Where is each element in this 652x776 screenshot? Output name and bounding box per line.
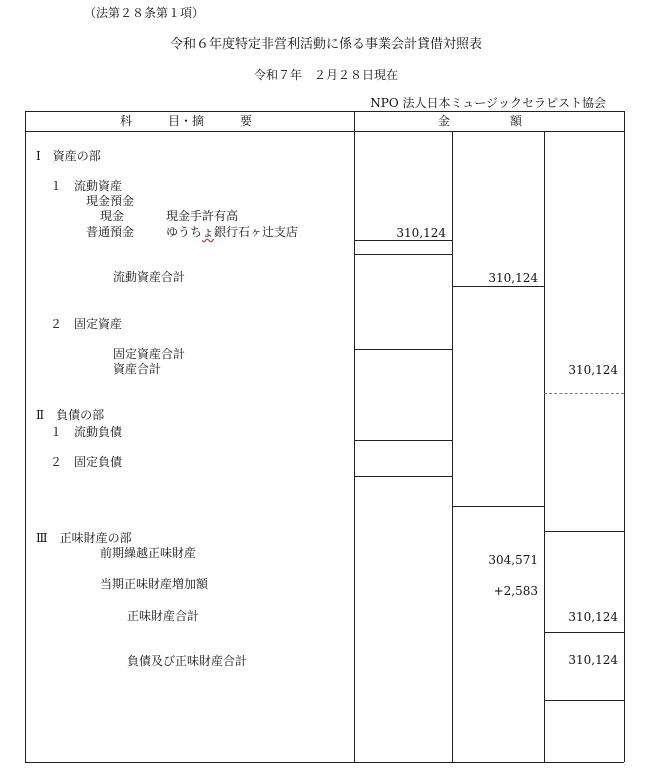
prior-net-assets-amount: 304,571 [488,553,538,567]
spellcheck-mark: ょ [202,225,215,239]
amount-col1-divider [452,131,453,762]
current-liabilities-label: １ 流動負債 [50,425,123,439]
header-bottom-border [25,131,624,132]
liabilities-section-heading: Ⅱ 負債の部 [36,408,105,422]
document-title: 令和６年度特定非営利活動に係る事業会計貸借対照表 [169,37,482,52]
assets-total-amount: 310,124 [568,363,618,377]
rule-net-total [544,632,624,633]
rule-col3-net [544,531,624,532]
net-assets-total-amount: 310,124 [568,610,618,624]
amount-col2-divider [544,131,545,762]
item-amount-divider [354,111,355,762]
rule-assets-total-dashed [544,393,624,394]
ordinary-deposit-label: 普通預金 [86,225,135,239]
rule-col1-a [354,254,452,255]
rule-fixed-assets [354,349,452,350]
current-assets-total-amount: 310,124 [488,271,538,285]
ordinary-deposit-description [166,225,298,239]
report-date: 令和７年 ２月２８日現在 [253,68,398,82]
cash-label: 現金 [100,209,125,223]
table-right-border [624,111,625,762]
net-assets-increase-label: 当期正味財産増加額 [100,577,209,591]
header-amount-label: 金 額 [438,114,523,128]
rule-col2-net [452,506,544,507]
fixed-assets-heading: ２ 固定資産 [50,317,123,331]
ordinary-deposit-amount: 310,124 [396,226,446,240]
table-bottom-border [25,762,624,763]
rule-current-liab [354,440,452,441]
header-item-label: 科 目・摘 要 [120,114,253,128]
rule-fixed-liab [354,476,452,477]
assets-total-label: 資産合計 [113,362,162,376]
table-left-border [25,111,26,762]
net-assets-section-heading: Ⅲ 正味財産の部 [36,531,132,545]
rule-grand-total [544,700,624,701]
current-assets-total-label: 流動資産合計 [113,270,186,284]
rule-current-assets-total [452,286,544,287]
table-top-border [25,111,624,112]
ordinary-desc-post: 銀行石ヶ辻支店 [214,225,299,239]
fixed-liabilities-label: ２ 固定負債 [50,455,123,469]
current-assets-heading: １ 流動資産 [50,179,123,193]
law-reference: （法第２８条第１項） [84,6,205,20]
net-assets-increase-amount: +2,583 [493,584,538,598]
net-assets-total-label: 正味財産合計 [127,609,200,623]
cash-description: 現金手許有高 [166,209,239,223]
rule-ordinary-deposit [354,240,452,241]
cash-deposits-label: 現金預金 [86,194,135,208]
organization-name: NPO 法人日本ミュージックセラピスト協会 [370,96,606,110]
grand-total-label: 負債及び正味財産合計 [127,654,248,668]
assets-section-heading: Ⅰ 資産の部 [36,149,101,163]
prior-net-assets-label: 前期繰越正味財産 [100,546,197,560]
ordinary-desc-pre: ゆうち [166,225,203,239]
fixed-assets-total-label: 固定資産合計 [113,347,186,361]
grand-total-amount: 310,124 [568,653,618,667]
